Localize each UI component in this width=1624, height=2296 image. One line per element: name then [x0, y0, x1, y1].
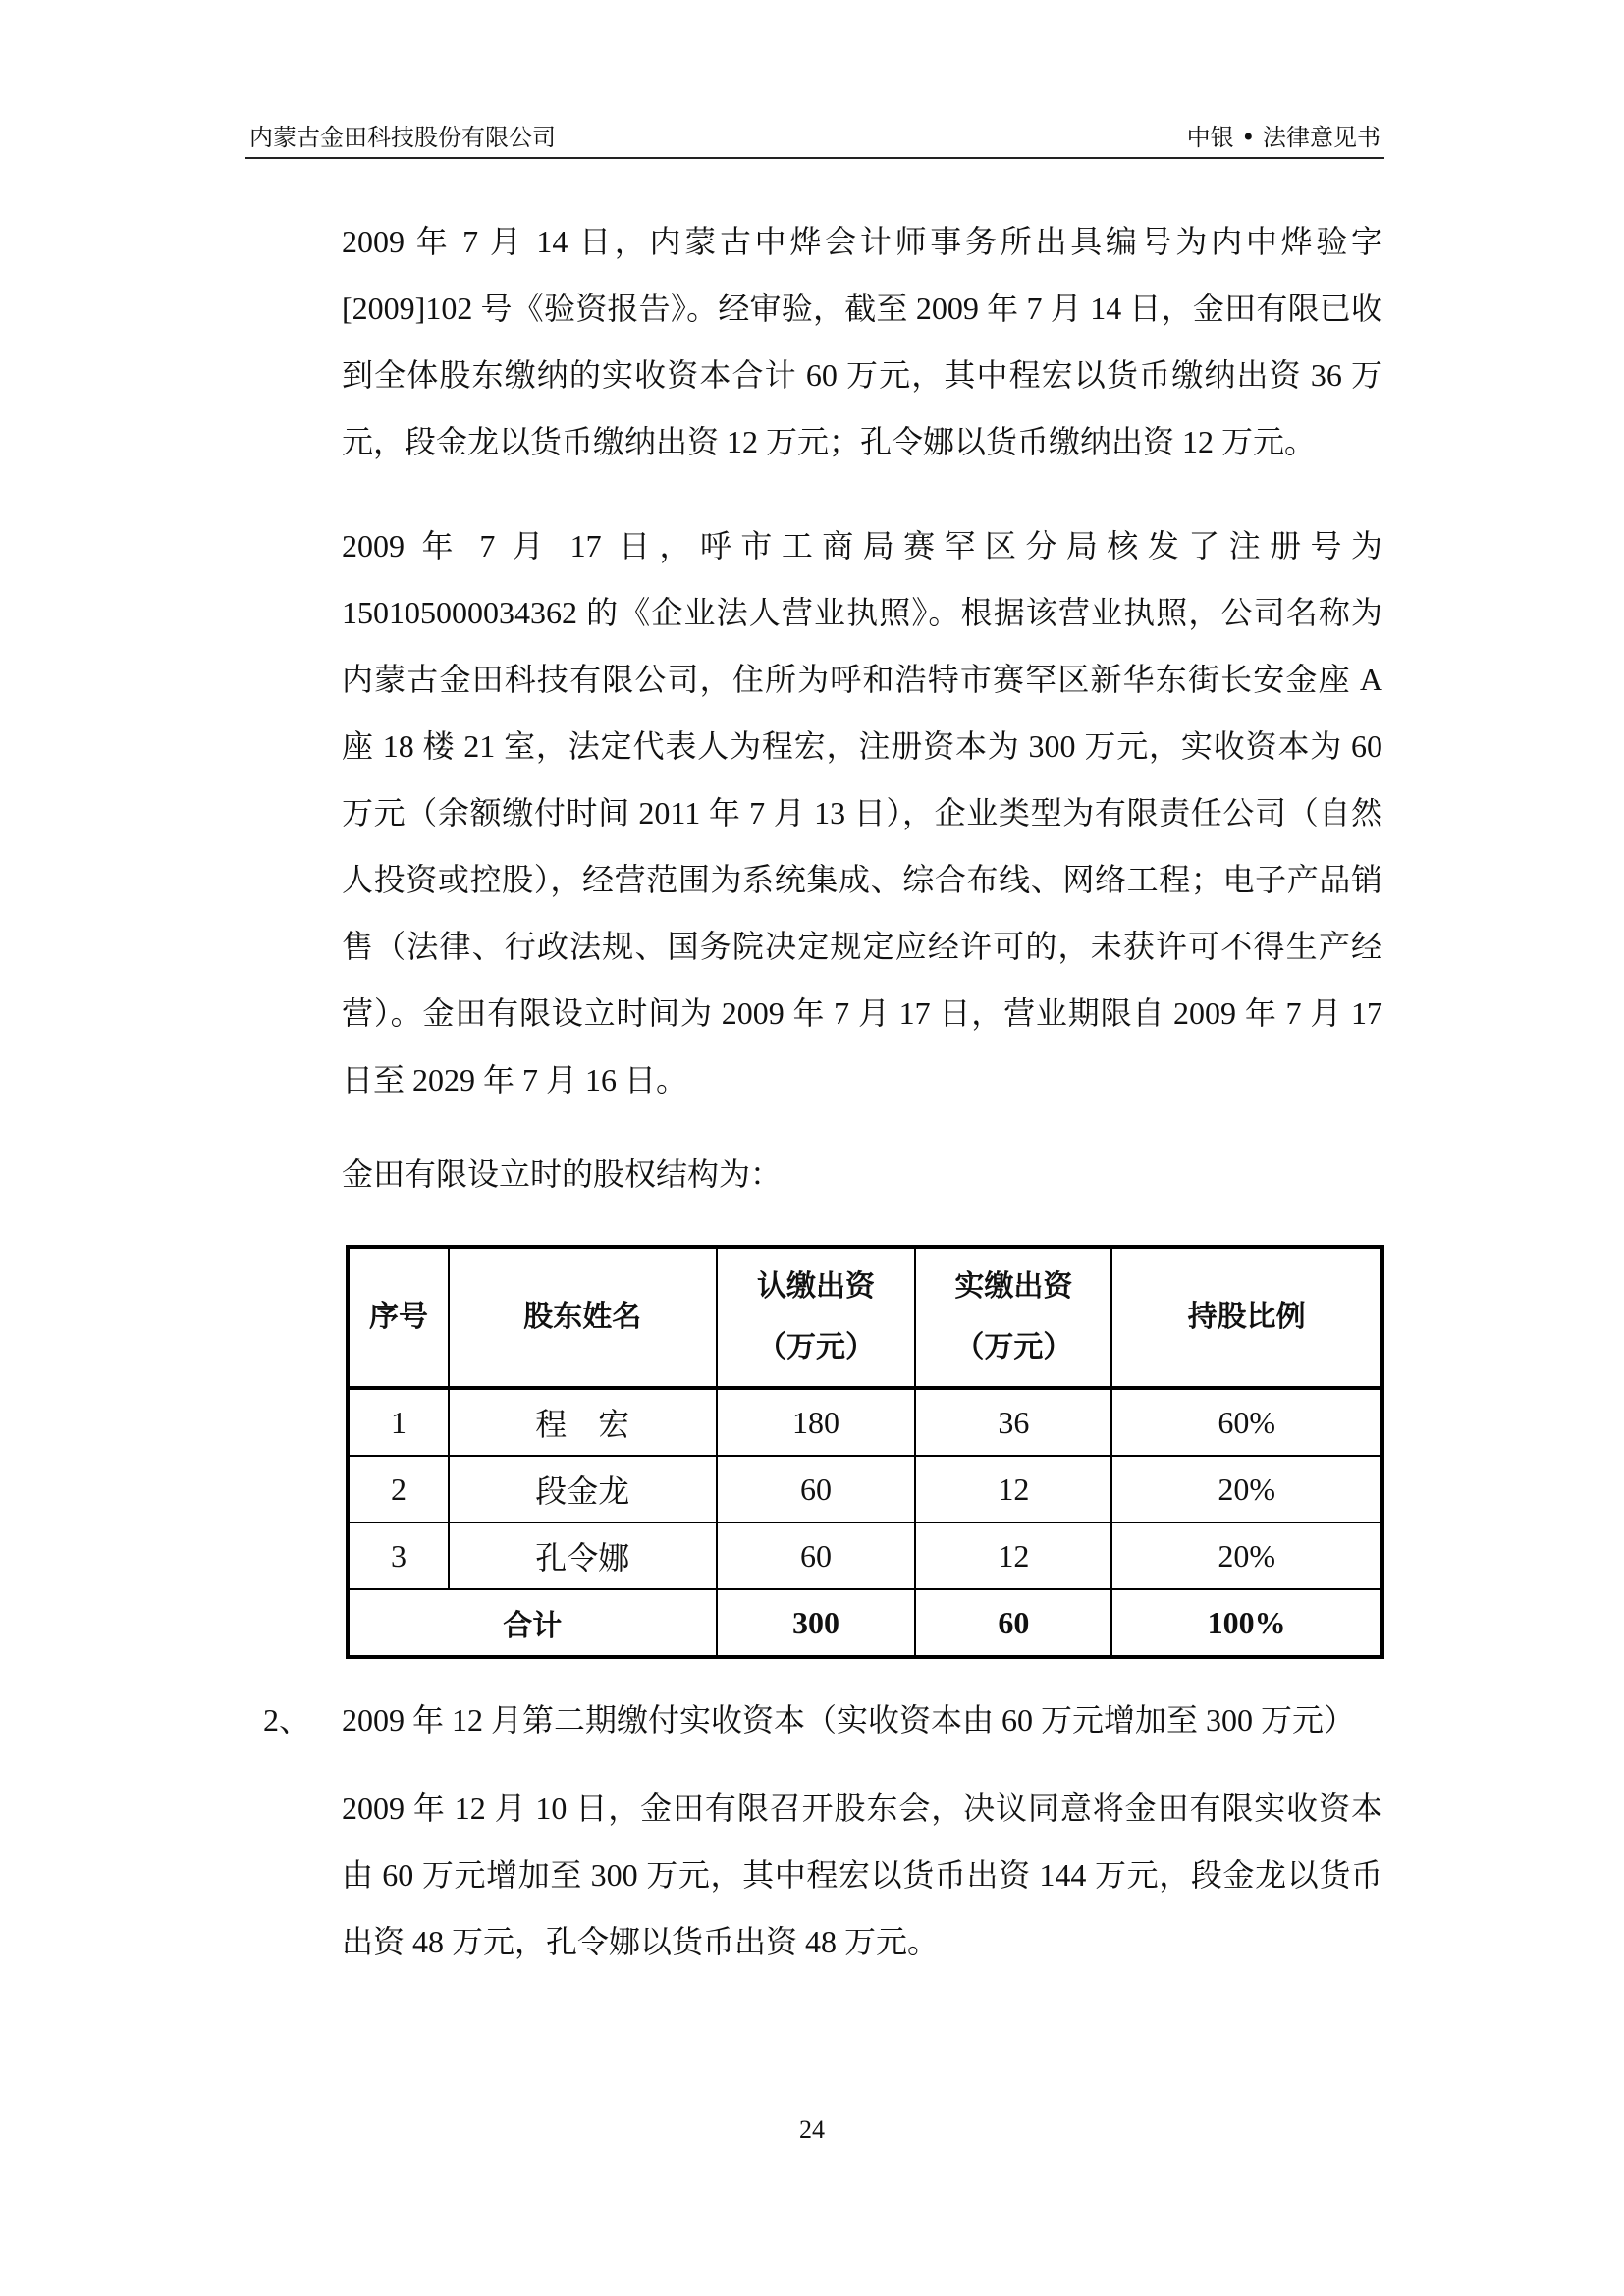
- cell-shareholding-ratio: 20%: [1111, 1522, 1382, 1589]
- cell-serial-number: 3: [348, 1522, 449, 1589]
- cell-total-ratio: 100%: [1111, 1589, 1382, 1657]
- header-shareholder-name: 股东姓名: [449, 1247, 717, 1388]
- cell-total-subscribed: 300: [717, 1589, 916, 1657]
- header-shareholding-ratio: 持股比例: [1111, 1247, 1382, 1388]
- equity-structure-table: [346, 1245, 1384, 1659]
- cell-paid-capital: 12: [915, 1456, 1111, 1522]
- header-paid-capital: [915, 1247, 1111, 1388]
- cell-shareholder-name: 孔令娜: [449, 1522, 717, 1589]
- cell-serial-number: 2: [348, 1456, 449, 1522]
- header-company-name: 内蒙古金田科技股份有限公司: [249, 124, 556, 151]
- cell-paid-capital: 36: [915, 1388, 1111, 1456]
- page-header: [245, 110, 1384, 159]
- cell-shareholder-name: 段金龙: [449, 1456, 717, 1522]
- header-document-title: 中银 • 法律意见书: [1186, 124, 1380, 151]
- cell-serial-number: 1: [348, 1388, 449, 1456]
- paragraph-equity-structure-intro: 金田有限设立时的股权结构为：: [342, 1156, 783, 1192]
- section-item-number: 2、: [263, 1702, 311, 1737]
- header-serial-number: 序号: [348, 1247, 449, 1388]
- paragraph-capital-increase: 2009 年 12 月 10 日，金田有限召开股东会，决议同意将金田有限实收资本由 60 万元增加至 300 万元，其中程宏以货币出资 144 万元，段金龙以货币出资 48 万元，孔令娜以货币出资 48 万元。: [342, 1790, 1382, 1959]
- paragraph-capital-verification: 2009 年 7 月 14 日，内蒙古中烨会计师事务所出具编号为内中烨验字[2009]102 号《验资报告》。经审验，截至 2009 年 7 月 14 日，金田有限已收到全体股东缴纳的实收资本合计 60 万元，其中程宏以货币缴纳出资 36 万元，段金龙以货币缴纳出资 12 万元；孔令娜以货币缴纳出资 12 万元。: [342, 224, 1382, 459]
- header-paid-capital-label: 实缴出资: [954, 1269, 1073, 1304]
- header-subscribed-capital: [717, 1247, 916, 1388]
- cell-subscribed-capital: 60: [717, 1456, 916, 1522]
- cell-total-label: 合计: [348, 1589, 717, 1657]
- table-total-row: [348, 1589, 1382, 1657]
- cell-shareholding-ratio: 20%: [1111, 1456, 1382, 1522]
- page-number: 24: [799, 2115, 825, 2144]
- table-row: [348, 1456, 1382, 1522]
- table-row: [348, 1522, 1382, 1589]
- header-subscribed-capital-unit: （万元）: [757, 1330, 875, 1364]
- section-item-title: 2009 年 12 月第二期缴付实收资本（实收资本由 60 万元增加至 300 万元）: [342, 1702, 1356, 1737]
- paragraph-business-license: 2009 年 7 月 17 日，呼市工商局赛罕区分局核发了注册号为 150105000034362 的《企业法人营业执照》。根据该营业执照，公司名称为内蒙古金田科技有限公司，住所为呼和浩特市赛罕区新华东街长安金座 A 座 18 楼 21 室，法定代表人为程宏，注册资本为 300 万元，实收资本为 60 万元（余额缴付时间 2011 年 7 月 13 日），企业类型为有限责任公司（自然人投资或控股），经营范围为系统集成、综合布线、网络工程；电子产品销售（法律、行政法规、国务院决定规定应经许可的，未获许可不得生产经营）。金田有限设立时间为 2009 年 7 月 17 日，营业期限自 2009 年 7 月 17 日至 2029 年 7 月 16 日。: [342, 528, 1382, 1097]
- header-paid-capital-unit: （万元）: [954, 1330, 1073, 1364]
- cell-total-paid: 60: [915, 1589, 1111, 1657]
- table-row: [348, 1388, 1382, 1456]
- table-header-row: [348, 1247, 1382, 1388]
- header-subscribed-capital-label: 认缴出资: [757, 1269, 875, 1304]
- cell-paid-capital: 12: [915, 1522, 1111, 1589]
- cell-subscribed-capital: 60: [717, 1522, 916, 1589]
- section-item-heading: [263, 1686, 1355, 1753]
- cell-shareholder-name: 程 宏: [449, 1388, 717, 1456]
- cell-shareholding-ratio: 60%: [1111, 1388, 1382, 1456]
- cell-subscribed-capital: 180: [717, 1388, 916, 1456]
